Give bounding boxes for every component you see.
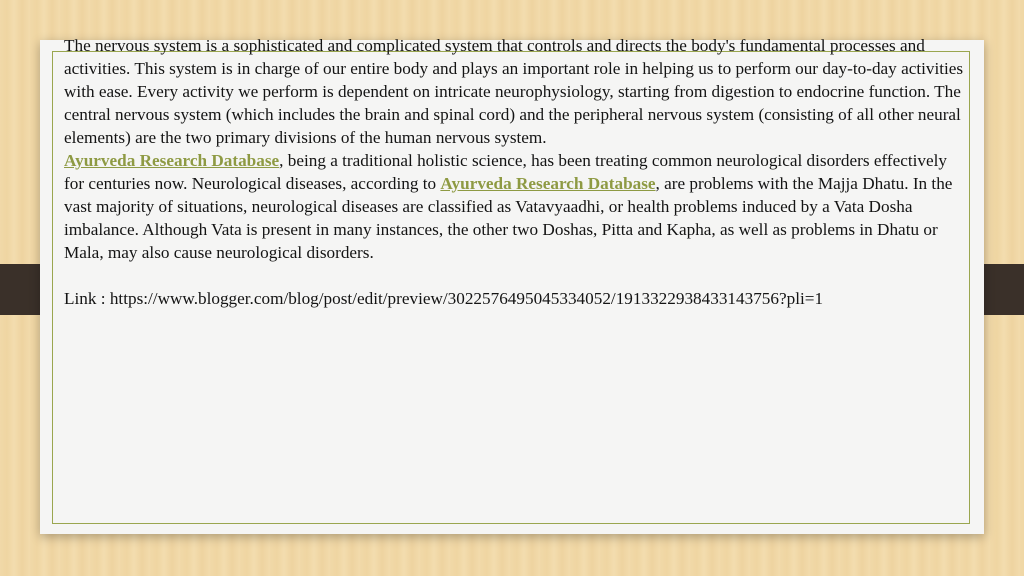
paragraph-ayurveda-text-2: , are problems with the Majja Dhatu. In the vast majority of situations, neurological diseases are classified as Vatavyaadhi, or health problems induced by a Vata Dosha imbalance. Although Vata is present in many instances, the other two Doshas, Pitta and Kapha, as well as problems in Dhatu or Mala, may also cause neurological disorders. [64,174,953,262]
blogger-link-line: Link : https://www.blogger.com/blog/post/edit/preview/3022576495045334052/1913322938433143756?pli=1 [64,289,824,308]
paragraph-ayurveda [64,149,964,264]
ayurveda-database-link-1[interactable]: Ayurveda Research Database [64,151,280,170]
paragraph-ayurveda-text-1: , being a traditional holistic science, has been treating common neurological disorders effectively for centuries now. Neurological diseases, according to [64,151,948,193]
ayurveda-database-link-2[interactable]: Ayurveda Research Database [440,174,656,193]
slide-content [64,34,964,310]
left-side-tab [0,264,40,315]
spacer [64,264,964,287]
paragraph-nervous-system: The nervous system is a sophisticated and complicated system that controls and directs the body's fundamental processes and activities. This system is in charge of our entire body and plays an important role in helping us to perform our day-to-day activities with ease. Every activity we perform is dependent on intricate neurophysiology, starting from digestion to endocrine function. The central nervous system (which includes the brain and spinal cord) and the peripheral nervous system (consisting of all other neural elements) are the two primary divisions of the human nervous system. [64,36,964,147]
